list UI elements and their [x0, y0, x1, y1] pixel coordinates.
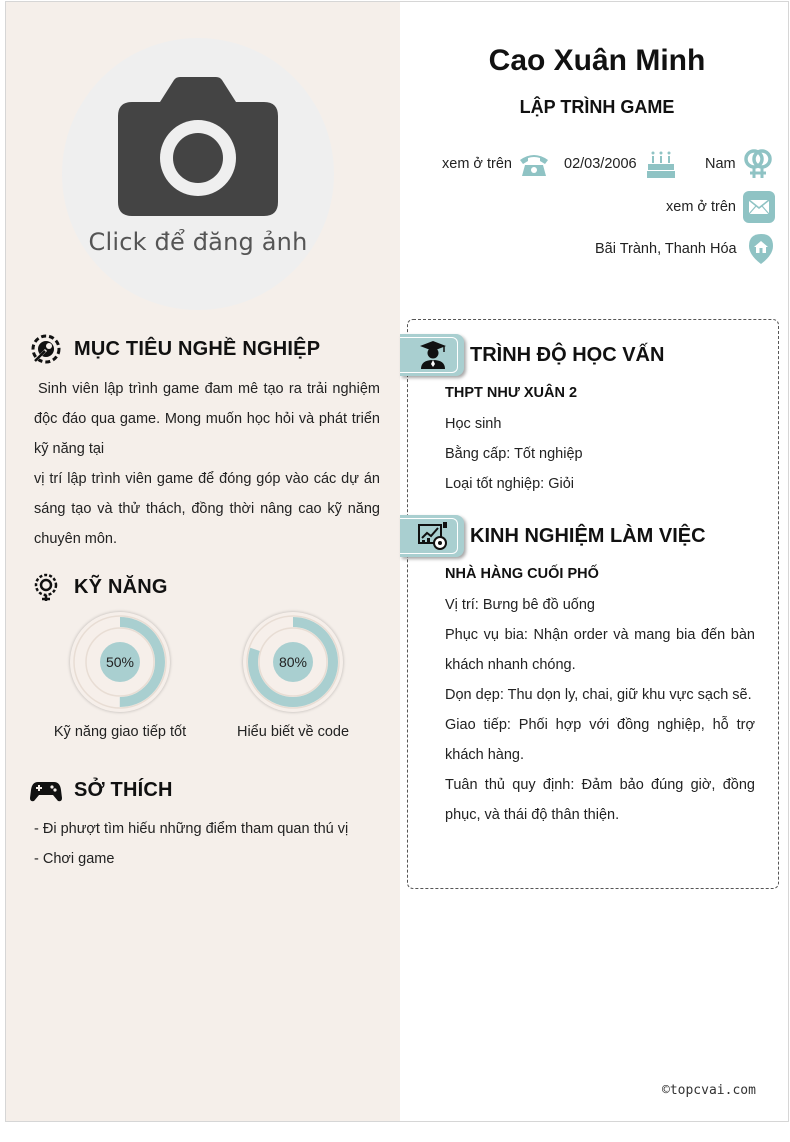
education-school: THPT NHƯ XUÂN 2 [445, 385, 578, 401]
skill-percent: 80% [273, 642, 313, 682]
contact-birthday [564, 148, 677, 180]
email-value: xem ở trên [666, 199, 736, 215]
skill-item [40, 612, 200, 740]
career-tools-icon [30, 333, 62, 365]
hobbies-title: SỞ THÍCH [74, 778, 173, 801]
skill-label: Hiểu biết về code [236, 724, 350, 740]
experience-company: NHÀ HÀNG CUỐI PHỐ [445, 566, 599, 582]
candidate-role: LẬP TRÌNH GAME [519, 97, 675, 117]
objective-title: MỤC TIÊU NGHỀ NGHIỆP [74, 337, 321, 360]
objective-text [34, 374, 380, 554]
experience-title: KINH NGHIỆM LÀM VIỆC [470, 525, 706, 547]
gender-value: Nam [705, 156, 736, 172]
objective-line-2: vị trí lập trình viên game để đóng góp vào các dự án sáng tạo và thử thách, đồng thời nâng cao kỹ năng chuyên môn. [34, 471, 380, 547]
contact-phone [442, 148, 550, 180]
experience-line: Tuân thủ quy định: Đảm bảo đúng giờ, đồng phục, và thái độ thân thiện. [445, 777, 755, 823]
skills-title: KỸ NĂNG [74, 575, 168, 598]
location-home-icon [745, 233, 777, 265]
hobby-item: - Chơi game [34, 851, 115, 867]
experience-line: Phục vụ bia: Nhận order và mang bia đến bàn khách nhanh chóng. [445, 627, 755, 673]
experience-line: Vị trí: Bưng bê đồ uống [445, 597, 595, 613]
email-icon [743, 191, 775, 223]
skill-ring [243, 612, 343, 712]
gamepad-icon [30, 774, 62, 806]
phone-value: xem ở trên [442, 156, 512, 172]
candidate-name: Cao Xuân Minh [488, 44, 706, 77]
photo-caption: Click để đăng ảnh [88, 228, 308, 256]
graduate-icon [418, 340, 448, 370]
education-line: Bằng cấp: Tốt nghiệp [445, 446, 583, 462]
hobby-item: - Đi phượt tìm hiếu những điểm tham quan thú vị [34, 821, 349, 837]
skill-label: Kỹ năng giao tiếp tốt [53, 724, 187, 740]
watermark: ©topcvai.com [662, 1083, 756, 1098]
objective-heading [30, 333, 320, 365]
contact-gender [705, 148, 774, 180]
contact-address [595, 233, 777, 265]
education-line: Học sinh [445, 416, 502, 432]
camera-icon [116, 76, 280, 218]
experience-line: Dọn dẹp: Thu dọn ly, chai, giữ khu vực sạch sẽ. [445, 687, 752, 703]
education-tab [400, 334, 464, 376]
skills-heading [30, 571, 168, 603]
birthday-value: 02/03/2006 [564, 156, 637, 172]
experience-line: Giao tiếp: Phối hợp với đồng nghiệp, hỗ trợ khách hàng. [445, 717, 755, 763]
photo-upload[interactable] [62, 38, 334, 310]
objective-line-1: Sinh viên lập trình game đam mê tạo ra trải nghiệm độc đáo qua game. Mong muốn học hỏi và phát triển kỹ năng tại [34, 381, 380, 457]
education-title: TRÌNH ĐỘ HỌC VẤN [470, 344, 665, 366]
address-value: Bãi Trành, Thanh Hóa [595, 241, 737, 257]
skill-percent: 50% [100, 642, 140, 682]
skill-ring [70, 612, 170, 712]
education-line: Loại tốt nghiệp: Giỏi [445, 476, 574, 492]
gender-icon [742, 148, 774, 180]
cake-icon [645, 148, 677, 180]
experience-tab [400, 515, 464, 557]
phone-icon [518, 148, 550, 180]
hobbies-heading [30, 774, 173, 806]
work-chart-icon [418, 521, 448, 551]
brain-gear-icon [30, 571, 62, 603]
contact-email [666, 191, 775, 223]
skill-item [213, 612, 373, 740]
